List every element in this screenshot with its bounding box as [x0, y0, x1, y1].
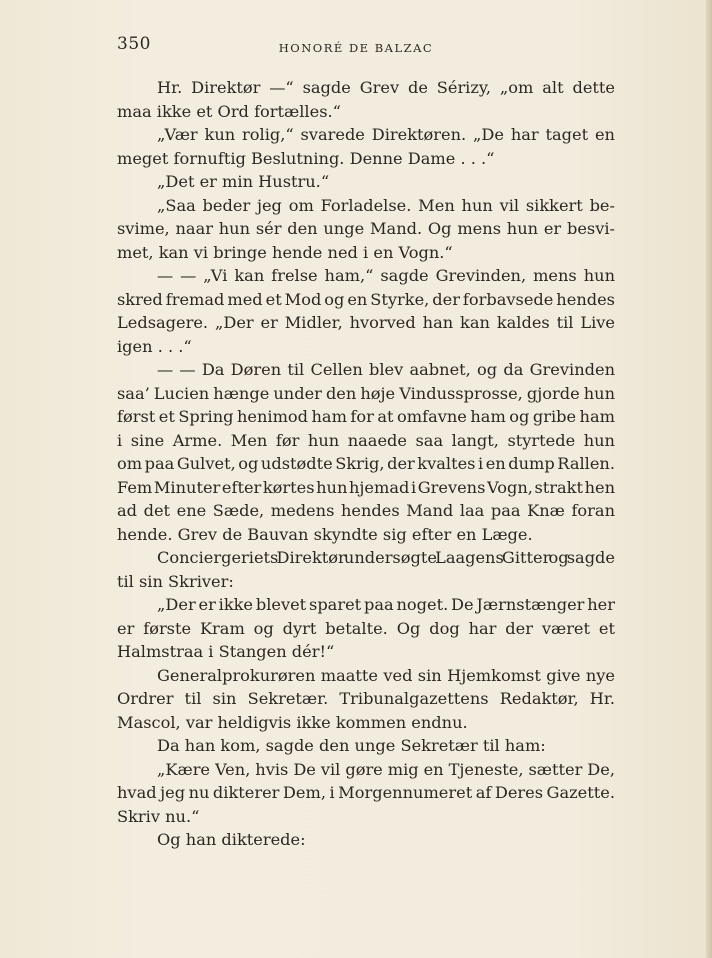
text-line: meget fornuftig Beslutning. Denne Dame . . .“ [117, 148, 495, 168]
text-line: — — „Vi kan frelse ham,“ sagde Grevinden, mens hun [157, 266, 615, 285]
text-line: Mascol, var heldigvis ikke kommen endnu. [117, 712, 468, 732]
text-line: met, kan vi bringe hende ned i en Vogn.“ [117, 242, 453, 262]
text-line: skred fremad med et Mod og en Styrke, der forbavsede hendes [117, 289, 615, 309]
text-line: „Der er ikke blevet sparet paa noget. De Jærnstænger her [157, 595, 615, 614]
text-line: Da han kom, sagde den unge Sekretær til ham: [157, 736, 546, 755]
text-line: „Kære Ven, hvis De vil gøre mig en Tjeneste, sætter De, [157, 759, 615, 779]
text-line: Skriv nu.“ [117, 806, 200, 826]
text-line: om paa Gulvet, og udstødte Skrig, der kvaltes i en dump Rallen. [117, 454, 615, 473]
text-line: Og han dikterede: [157, 830, 306, 849]
text-line: Halmstraa i Stangen dér!“ [117, 642, 335, 661]
text-line: igen . . .“ [117, 336, 192, 356]
text-line: hvad jeg nu dikterer Dem, i Morgennumeret af Deres Gazette. [117, 783, 615, 802]
body-text [117, 76, 615, 852]
running-title: HONORÉ DE BALZAC [278, 41, 434, 55]
text-line: først et Spring henimod ham for at omfavne ham og gribe ham [117, 407, 615, 426]
text-line: Ledsagere. „Der er Midler, hvorved han kan kaldes til Live [117, 313, 615, 332]
text-line: Fem Minuter efter kørtes hun hjemad i Grevens Vogn, strakt hen [117, 477, 615, 497]
text-line: ad det ene Sæde, medens hendes Mand laa paa Knæ foran [117, 501, 615, 520]
page-spine-shadow [706, 0, 712, 958]
text-line: „Det er min Hustru.“ [157, 172, 330, 191]
page-number: 350 [117, 34, 151, 54]
text-line: til sin Skriver: [117, 571, 234, 591]
text-line: svime, naar hun sér den unge Mand. Og mens hun er besvi- [117, 219, 615, 238]
text-line: maa ikke et Ord fortælles.“ [117, 101, 341, 121]
text-line: er første Kram og dyrt betalte. Og dog har der været et [117, 618, 615, 638]
text-line: „Vær kun rolig,“ svarede Direktøren. „De har taget en [157, 125, 615, 144]
text-line: Ordrer til sin Sekretær. Tribunalgazettens Redaktør, Hr. [117, 689, 615, 708]
text-line: i sine Arme. Men før hun naaede saa langt, styrtede hun [117, 430, 615, 450]
text-line: Hr. Direktør —“ sagde Grev de Sérizy, „om alt dette [157, 78, 615, 97]
text-line: „Saa beder jeg om Forladelse. Men hun vil sikkert be- [157, 195, 615, 215]
text-line: Conciergeriets Direktør undersøgte Laagens Gitter og sagde [157, 548, 615, 567]
text-line: saa’ Lucien hænge under den høje Vindussprosse, gjorde hun [117, 383, 615, 403]
text-line: — — Da Døren til Cellen blev aabnet, og da Grevinden [157, 360, 615, 379]
text-line: Generalprokurøren maatte ved sin Hjemkomst give nye [157, 665, 615, 685]
text-line: hende. Grev de Bauvan skyndte sig efter en Læge. [117, 524, 533, 544]
